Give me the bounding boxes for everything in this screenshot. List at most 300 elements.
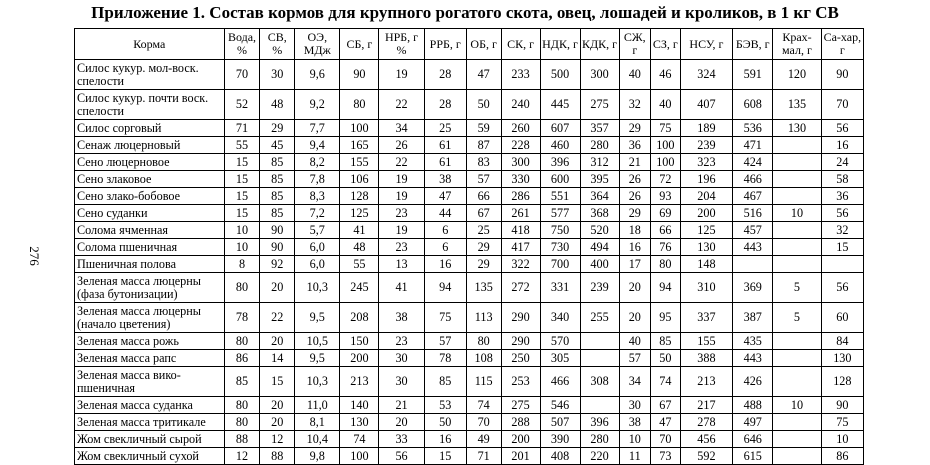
value-cell: 395 xyxy=(580,171,619,188)
value-cell: 41 xyxy=(340,222,379,239)
feed-name-cell: Зеленая масса люцерны (начало цветения) xyxy=(75,303,225,333)
value-cell: 23 xyxy=(379,333,424,350)
value-cell: 546 xyxy=(540,397,580,414)
value-cell: 85 xyxy=(260,205,295,222)
value-cell: 58 xyxy=(821,171,863,188)
value-cell: 106 xyxy=(340,171,379,188)
value-cell: 59 xyxy=(466,120,501,137)
value-cell: 310 xyxy=(680,273,733,303)
value-cell: 22 xyxy=(260,303,295,333)
value-cell: 15 xyxy=(260,367,295,397)
value-cell: 15 xyxy=(821,239,863,256)
column-header: КДК, г xyxy=(580,29,619,60)
value-cell: 85 xyxy=(424,367,466,397)
table-row xyxy=(75,120,864,137)
value-cell xyxy=(773,333,821,350)
value-cell: 19 xyxy=(379,188,424,205)
value-cell: 488 xyxy=(733,397,773,414)
value-cell: 494 xyxy=(580,239,619,256)
value-cell: 10 xyxy=(773,205,821,222)
value-cell: 85 xyxy=(260,171,295,188)
table-row xyxy=(75,333,864,350)
value-cell: 466 xyxy=(733,171,773,188)
value-cell: 10,3 xyxy=(295,367,340,397)
value-cell: 40 xyxy=(619,333,651,350)
table-row xyxy=(75,303,864,333)
value-cell: 90 xyxy=(260,239,295,256)
value-cell: 312 xyxy=(580,154,619,171)
value-cell: 9,8 xyxy=(295,448,340,465)
value-cell: 30 xyxy=(379,350,424,367)
value-cell: 600 xyxy=(540,171,580,188)
value-cell xyxy=(773,448,821,465)
value-cell: 100 xyxy=(340,120,379,137)
value-cell: 94 xyxy=(424,273,466,303)
value-cell: 70 xyxy=(651,431,680,448)
value-cell: 253 xyxy=(501,367,540,397)
value-cell: 591 xyxy=(733,60,773,90)
value-cell: 34 xyxy=(619,367,651,397)
value-cell: 24 xyxy=(821,154,863,171)
value-cell: 208 xyxy=(340,303,379,333)
value-cell: 387 xyxy=(733,303,773,333)
value-cell: 9,5 xyxy=(295,303,340,333)
value-cell: 435 xyxy=(733,333,773,350)
value-cell: 113 xyxy=(466,303,501,333)
value-cell xyxy=(773,222,821,239)
value-cell: 33 xyxy=(379,431,424,448)
feed-name-cell: Жом свекличный сухой xyxy=(75,448,225,465)
value-cell: 78 xyxy=(224,303,260,333)
feed-name-cell: Сено люцерновое xyxy=(75,154,225,171)
feed-name-cell: Пшеничная полова xyxy=(75,256,225,273)
value-cell: 32 xyxy=(821,222,863,239)
value-cell xyxy=(580,350,619,367)
value-cell: 272 xyxy=(501,273,540,303)
value-cell: 74 xyxy=(651,367,680,397)
value-cell: 9,2 xyxy=(295,90,340,120)
feed-composition-table xyxy=(74,28,864,465)
value-cell: 74 xyxy=(340,431,379,448)
value-cell: 128 xyxy=(340,188,379,205)
value-cell: 308 xyxy=(580,367,619,397)
value-cell: 213 xyxy=(340,367,379,397)
value-cell: 44 xyxy=(424,205,466,222)
table-header-row xyxy=(75,29,864,60)
value-cell: 200 xyxy=(501,431,540,448)
feed-name-cell: Сено суданки xyxy=(75,205,225,222)
value-cell: 165 xyxy=(340,137,379,154)
value-cell: 466 xyxy=(540,367,580,397)
value-cell: 25 xyxy=(466,222,501,239)
value-cell xyxy=(773,367,821,397)
value-cell: 47 xyxy=(424,188,466,205)
feed-name-cell: Зеленая масса вико-пшеничная xyxy=(75,367,225,397)
value-cell: 12 xyxy=(224,448,260,465)
value-cell: 507 xyxy=(540,414,580,431)
value-cell: 9,4 xyxy=(295,137,340,154)
value-cell: 536 xyxy=(733,120,773,137)
value-cell: 90 xyxy=(260,222,295,239)
value-cell: 36 xyxy=(821,188,863,205)
value-cell: 239 xyxy=(580,273,619,303)
value-cell: 75 xyxy=(424,303,466,333)
value-cell: 204 xyxy=(680,188,733,205)
value-cell: 85 xyxy=(260,188,295,205)
value-cell: 86 xyxy=(821,448,863,465)
value-cell: 55 xyxy=(340,256,379,273)
column-header: РРБ, г xyxy=(424,29,466,60)
value-cell: 467 xyxy=(733,188,773,205)
column-header: СЖ, г xyxy=(619,29,651,60)
value-cell: 32 xyxy=(619,90,651,120)
value-cell: 30 xyxy=(260,60,295,90)
feed-name-cell: Зеленая масса рапс xyxy=(75,350,225,367)
column-header: Са-хар, г xyxy=(821,29,863,60)
value-cell: 90 xyxy=(821,397,863,414)
value-cell: 369 xyxy=(733,273,773,303)
table-row xyxy=(75,205,864,222)
value-cell: 10 xyxy=(821,431,863,448)
value-cell: 460 xyxy=(540,137,580,154)
value-cell: 88 xyxy=(260,448,295,465)
value-cell: 730 xyxy=(540,239,580,256)
value-cell xyxy=(580,397,619,414)
column-header: БЭВ, г xyxy=(733,29,773,60)
feed-name-cell: Зеленая масса люцерны (фаза бутонизации) xyxy=(75,273,225,303)
value-cell: 615 xyxy=(733,448,773,465)
value-cell: 28 xyxy=(424,90,466,120)
value-cell: 407 xyxy=(680,90,733,120)
value-cell: 516 xyxy=(733,205,773,222)
value-cell: 90 xyxy=(340,60,379,90)
value-cell: 34 xyxy=(379,120,424,137)
value-cell: 29 xyxy=(466,256,501,273)
value-cell: 300 xyxy=(501,154,540,171)
value-cell: 19 xyxy=(379,222,424,239)
value-cell: 88 xyxy=(224,431,260,448)
value-cell: 108 xyxy=(466,350,501,367)
value-cell xyxy=(773,137,821,154)
feed-name-cell: Зеленая масса рожь xyxy=(75,333,225,350)
value-cell: 150 xyxy=(340,333,379,350)
value-cell: 608 xyxy=(733,90,773,120)
feed-name-cell: Солома ячменная xyxy=(75,222,225,239)
value-cell: 47 xyxy=(651,414,680,431)
value-cell: 340 xyxy=(540,303,580,333)
value-cell: 337 xyxy=(680,303,733,333)
value-cell: 155 xyxy=(340,154,379,171)
feed-name-cell: Жом свекличный сырой xyxy=(75,431,225,448)
value-cell: 443 xyxy=(733,239,773,256)
value-cell: 80 xyxy=(224,273,260,303)
value-cell: 155 xyxy=(680,333,733,350)
value-cell: 288 xyxy=(501,414,540,431)
value-cell: 8,1 xyxy=(295,414,340,431)
value-cell: 26 xyxy=(619,171,651,188)
value-cell: 15 xyxy=(224,171,260,188)
value-cell: 213 xyxy=(680,367,733,397)
value-cell: 14 xyxy=(260,350,295,367)
table-row xyxy=(75,222,864,239)
value-cell: 80 xyxy=(340,90,379,120)
value-cell: 11,0 xyxy=(295,397,340,414)
table-row xyxy=(75,256,864,273)
value-cell: 13 xyxy=(379,256,424,273)
value-cell: 29 xyxy=(619,205,651,222)
value-cell: 239 xyxy=(680,137,733,154)
value-cell: 607 xyxy=(540,120,580,137)
value-cell xyxy=(580,333,619,350)
value-cell: 520 xyxy=(580,222,619,239)
value-cell: 417 xyxy=(501,239,540,256)
value-cell: 26 xyxy=(619,188,651,205)
value-cell: 10 xyxy=(773,397,821,414)
table-row xyxy=(75,188,864,205)
value-cell: 290 xyxy=(501,333,540,350)
column-header: Корма xyxy=(75,29,225,60)
feed-name-cell: Силос сорговый xyxy=(75,120,225,137)
value-cell: 61 xyxy=(424,154,466,171)
value-cell xyxy=(733,256,773,273)
value-cell: 255 xyxy=(580,303,619,333)
value-cell: 148 xyxy=(680,256,733,273)
value-cell: 456 xyxy=(680,431,733,448)
table-row xyxy=(75,448,864,465)
value-cell: 12 xyxy=(260,431,295,448)
column-header: НСУ, г xyxy=(680,29,733,60)
value-cell: 6 xyxy=(424,239,466,256)
value-cell: 86 xyxy=(224,350,260,367)
value-cell: 750 xyxy=(540,222,580,239)
value-cell: 72 xyxy=(651,171,680,188)
value-cell: 20 xyxy=(260,333,295,350)
value-cell xyxy=(773,171,821,188)
column-header: СК, г xyxy=(501,29,540,60)
value-cell: 80 xyxy=(224,414,260,431)
value-cell: 15 xyxy=(224,188,260,205)
feed-name-cell: Зеленая масса суданка xyxy=(75,397,225,414)
value-cell: 15 xyxy=(224,205,260,222)
value-cell: 228 xyxy=(501,137,540,154)
table-row xyxy=(75,397,864,414)
value-cell: 500 xyxy=(540,60,580,90)
table-row xyxy=(75,137,864,154)
value-cell: 57 xyxy=(424,333,466,350)
value-cell: 20 xyxy=(619,273,651,303)
value-cell: 125 xyxy=(340,205,379,222)
table-row xyxy=(75,90,864,120)
value-cell: 497 xyxy=(733,414,773,431)
value-cell: 57 xyxy=(619,350,651,367)
value-cell: 30 xyxy=(379,367,424,397)
value-cell: 70 xyxy=(466,414,501,431)
value-cell: 66 xyxy=(466,188,501,205)
value-cell: 23 xyxy=(379,239,424,256)
table-row xyxy=(75,367,864,397)
value-cell: 100 xyxy=(651,154,680,171)
page-number: 276 xyxy=(27,246,42,266)
value-cell: 57 xyxy=(466,171,501,188)
value-cell: 41 xyxy=(379,273,424,303)
value-cell: 200 xyxy=(340,350,379,367)
value-cell: 49 xyxy=(466,431,501,448)
value-cell: 56 xyxy=(821,205,863,222)
table-row xyxy=(75,273,864,303)
value-cell: 6 xyxy=(424,222,466,239)
value-cell: 29 xyxy=(260,120,295,137)
value-cell: 40 xyxy=(619,60,651,90)
column-header: Вода, % xyxy=(224,29,260,60)
value-cell: 95 xyxy=(651,303,680,333)
value-cell: 8 xyxy=(224,256,260,273)
value-cell: 7,7 xyxy=(295,120,340,137)
value-cell: 323 xyxy=(680,154,733,171)
value-cell: 10,5 xyxy=(295,333,340,350)
value-cell: 90 xyxy=(821,60,863,90)
value-cell: 38 xyxy=(379,303,424,333)
feed-name-cell: Сено злаковое xyxy=(75,171,225,188)
value-cell: 20 xyxy=(619,303,651,333)
value-cell: 40 xyxy=(651,90,680,120)
feed-name-cell: Силос кукур. мол-воск. спелости xyxy=(75,60,225,90)
value-cell: 324 xyxy=(680,60,733,90)
value-cell: 130 xyxy=(340,414,379,431)
value-cell: 48 xyxy=(260,90,295,120)
value-cell: 140 xyxy=(340,397,379,414)
value-cell: 50 xyxy=(466,90,501,120)
value-cell: 700 xyxy=(540,256,580,273)
value-cell: 45 xyxy=(260,137,295,154)
value-cell: 61 xyxy=(424,137,466,154)
value-cell: 275 xyxy=(501,397,540,414)
value-cell: 388 xyxy=(680,350,733,367)
value-cell: 29 xyxy=(619,120,651,137)
value-cell: 74 xyxy=(466,397,501,414)
value-cell: 26 xyxy=(379,137,424,154)
value-cell: 424 xyxy=(733,154,773,171)
value-cell: 10 xyxy=(224,222,260,239)
column-header: ОБ, г xyxy=(466,29,501,60)
value-cell: 70 xyxy=(224,60,260,90)
value-cell xyxy=(773,414,821,431)
value-cell: 646 xyxy=(733,431,773,448)
value-cell: 471 xyxy=(733,137,773,154)
value-cell: 135 xyxy=(773,90,821,120)
column-header: СВ, % xyxy=(260,29,295,60)
value-cell: 50 xyxy=(424,414,466,431)
value-cell xyxy=(773,256,821,273)
value-cell: 10 xyxy=(619,431,651,448)
value-cell: 71 xyxy=(224,120,260,137)
value-cell: 7,8 xyxy=(295,171,340,188)
value-cell: 290 xyxy=(501,303,540,333)
value-cell: 8,3 xyxy=(295,188,340,205)
value-cell: 21 xyxy=(619,154,651,171)
feed-name-cell: Силос кукур. почти воск. спелости xyxy=(75,90,225,120)
column-header: ОЭ, МДж xyxy=(295,29,340,60)
value-cell: 457 xyxy=(733,222,773,239)
value-cell: 80 xyxy=(224,397,260,414)
value-cell: 50 xyxy=(651,350,680,367)
value-cell: 275 xyxy=(580,90,619,120)
value-cell: 305 xyxy=(540,350,580,367)
value-cell: 426 xyxy=(733,367,773,397)
value-cell: 7,2 xyxy=(295,205,340,222)
value-cell: 83 xyxy=(466,154,501,171)
value-cell: 84 xyxy=(821,333,863,350)
table-row xyxy=(75,239,864,256)
value-cell xyxy=(773,188,821,205)
value-cell: 278 xyxy=(680,414,733,431)
table-row xyxy=(75,60,864,90)
value-cell: 201 xyxy=(501,448,540,465)
value-cell: 16 xyxy=(821,137,863,154)
value-cell: 15 xyxy=(424,448,466,465)
value-cell: 56 xyxy=(821,273,863,303)
column-header: Крах-мал, г xyxy=(773,29,821,60)
value-cell: 55 xyxy=(224,137,260,154)
value-cell: 18 xyxy=(619,222,651,239)
value-cell: 368 xyxy=(580,205,619,222)
table-row xyxy=(75,414,864,431)
value-cell: 364 xyxy=(580,188,619,205)
column-header: СЗ, г xyxy=(651,29,680,60)
value-cell: 592 xyxy=(680,448,733,465)
value-cell: 570 xyxy=(540,333,580,350)
feed-name-cell: Солома пшеничная xyxy=(75,239,225,256)
value-cell: 200 xyxy=(680,205,733,222)
value-cell: 135 xyxy=(466,273,501,303)
value-cell: 445 xyxy=(540,90,580,120)
value-cell: 125 xyxy=(680,222,733,239)
value-cell: 75 xyxy=(821,414,863,431)
value-cell: 20 xyxy=(260,273,295,303)
value-cell: 130 xyxy=(680,239,733,256)
value-cell: 5 xyxy=(773,303,821,333)
value-cell: 443 xyxy=(733,350,773,367)
value-cell: 23 xyxy=(379,205,424,222)
value-cell: 16 xyxy=(424,431,466,448)
value-cell: 11 xyxy=(619,448,651,465)
value-cell: 22 xyxy=(379,90,424,120)
value-cell: 260 xyxy=(501,120,540,137)
value-cell: 408 xyxy=(540,448,580,465)
value-cell: 21 xyxy=(379,397,424,414)
value-cell: 66 xyxy=(651,222,680,239)
column-header: НДК, г xyxy=(540,29,580,60)
value-cell: 22 xyxy=(379,154,424,171)
value-cell: 36 xyxy=(619,137,651,154)
value-cell: 16 xyxy=(619,239,651,256)
value-cell: 120 xyxy=(773,60,821,90)
value-cell xyxy=(773,239,821,256)
value-cell: 56 xyxy=(821,120,863,137)
value-cell: 115 xyxy=(466,367,501,397)
value-cell: 6,0 xyxy=(295,256,340,273)
value-cell: 300 xyxy=(580,60,619,90)
value-cell: 80 xyxy=(224,333,260,350)
value-cell: 70 xyxy=(821,90,863,120)
value-cell: 76 xyxy=(651,239,680,256)
feed-name-cell: Сенаж люцерновый xyxy=(75,137,225,154)
value-cell: 250 xyxy=(501,350,540,367)
value-cell: 280 xyxy=(580,431,619,448)
value-cell: 330 xyxy=(501,171,540,188)
value-cell: 92 xyxy=(260,256,295,273)
value-cell: 10,3 xyxy=(295,273,340,303)
value-cell: 56 xyxy=(379,448,424,465)
